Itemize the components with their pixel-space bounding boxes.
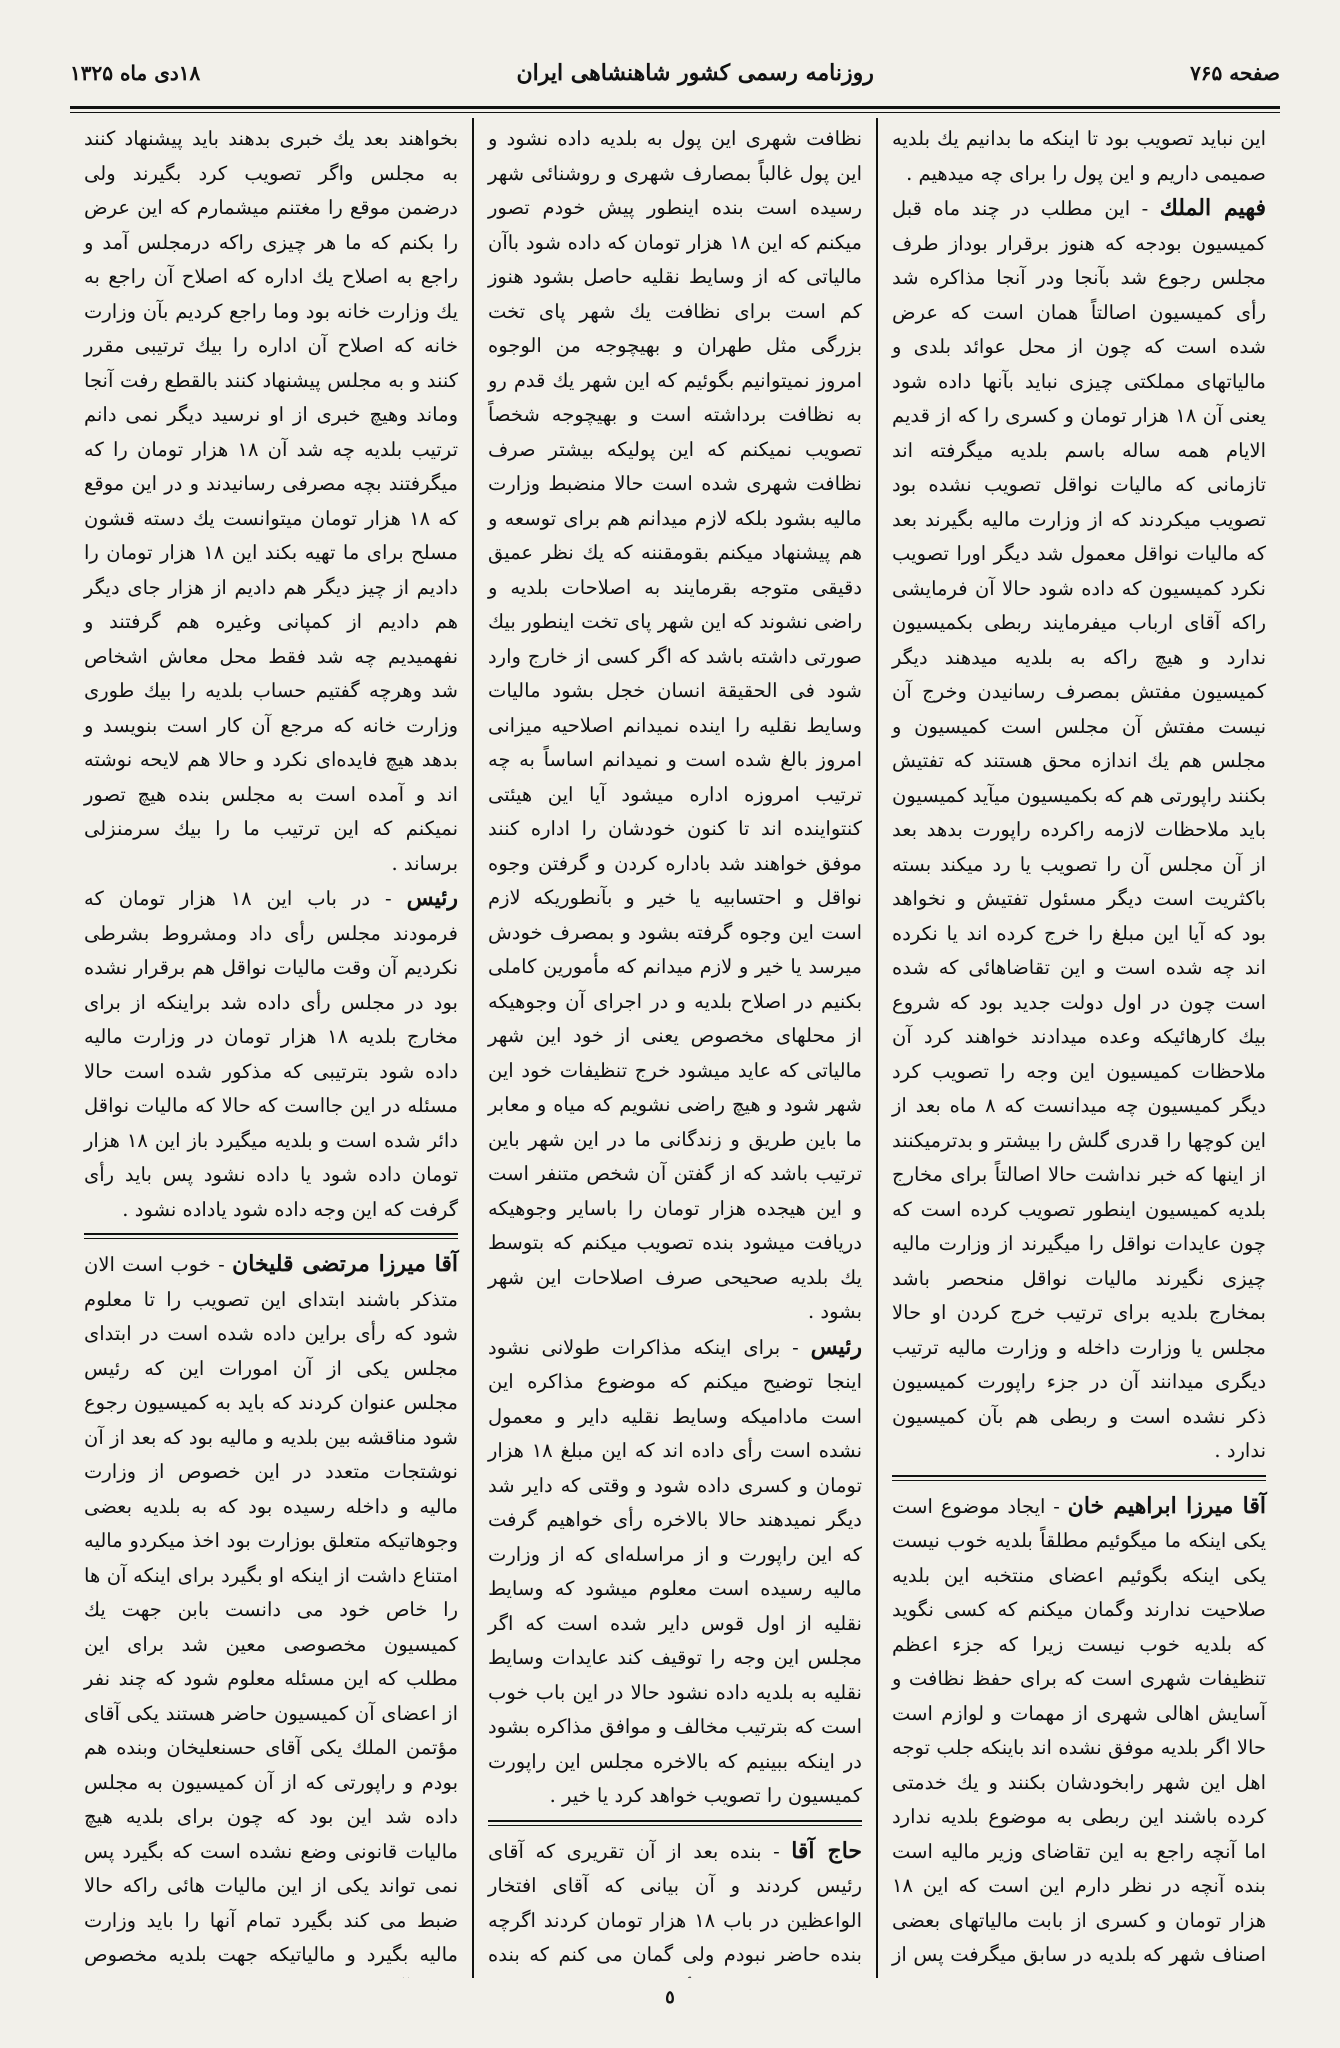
speaker-name: رئیس xyxy=(406,885,458,911)
paragraph-text: این نباید تصویب بود تا اینکه ما بدانیم یك بلدیه صمیمی داریم و این پول را برای چه میدهیم . xyxy=(892,127,1266,185)
paragraph xyxy=(84,122,458,881)
paragraph-text: - برای اینکه مذاکرات طولانی نشود اینجا توضیح میکنم که موضوع مذاکره این است مادامیکه وسایط نقلیه دایر و معمول نشده است رأی داده اند که این مبلغ ۱۸ هزار تومان و کسری داده شود و وقتی که دایر شد دیگر نمیدهند حالا بالاخره رأی خواهیم گرفت که این راپورت و از مراسله‌ای که از وزارت مالیه رسیده است معلوم میشود که وسایط نقلیه از اول قوس دایر شده است که اگر مجلس این وجه را توقیف کند عایدات وسایط نقلیه به بلدیه داده نشود حالا در این باب خوب است که بترتیب مخالف و موافق مذاکره بشود در اینکه ببینیم که بالاخره مجلس این راپورت کمیسیون را تصویب خواهد کرد یا خیر . xyxy=(488,1335,862,1807)
speaker-paragraph xyxy=(892,1489,1266,1979)
publication-title: روزنامه رسمی کشور شاهنشاهی ایران xyxy=(516,60,874,86)
paragraph xyxy=(488,122,862,1330)
section-separator xyxy=(84,1233,458,1239)
paragraph-text: - خوب است الان متذکر باشند ابتدای این تصویب را تا معلوم شود که رأی براین داده شده است در ابتدای مجلس یکی از آن امورات این که رئیس مجلس عنوان کردند که باید به کمیسیون رجوع شود مناقشه بین بلدیه و مالیه بود که بعد از آن نوشتجات متعدد در این خصوص از وزارت مالیه و داخله رسیده بود که به بلدیه بعضی وجوهاتیکه متعلق بوزارت بود اخذ میکردو مالیه امتناع داشت از اینکه او بگیرد برای اینکه آن ها را خاص خود می دانست بابن جهت یك کمیسیون مخصوصی معین شد برای این مطلب که این مسئله معلوم شود که چند نفر از اعضای آن کمیسیون حاضر هستند یکی آقای مؤتمن الملك یکی آقای حسنعلیخان وبنده هم بودم و راپورتی که از آن کمیسیون به مجلس داده شد این بود که چون برای بلدیه هیچ مالیات قانونی وضع نشده است که بگیرد پس نمی تواند یکی از این مالیات هائی راکه حالا ضبط می کند بگیرد تمام آنها را باید وزارت مالیه بگیرد و مالیاتیکه جهت بلدیه مخصوص xyxy=(84,1253,458,1966)
header-rule xyxy=(70,112,1280,113)
paragraph-text: - این مطلب در چند ماه قبل کمیسیون بودجه که هنوز برقرار بوداز طرف مجلس رجوع شد بآنجا ودر آنجا مذاکره شد رأی کمیسیون اصالتاً همان است که عرض شده است که چون از محل عوائد بلدی و مالیاتهای مملکتی چیزی نباید بآنها داده شود یعنی آن ۱۸ هزار تومان و کسری را که از قدیم الایام همه ساله باسم بلدیه میگرفته اند تازمانی که مالیات نواقل تصویب نشده بود تصویب میکردند که از وزارت مالیه بگیرند بعد که مالیات نواقل معمول شد دیگر اورا تصویب نکرد کمیسیون که داده شود حالا آن فرمایشی راکه آقای ارباب میفرمایند ربطی بکمیسیون ندارد و هیچ راکه به بلدیه میدهند دیگر کمیسیون مفتش بمصرف رسانیدن وخرج آن نیست مفتش آن مجلس است کمیسیون و مجلس هم یك اندازه محق هستند که تفتیش بکنند راپورتی هم که بکمیسیون میآید کمیسیون باید ملاحظات لازمه راکرده راپورت بدهد بعد از آن مجلس آن را تصویب یا رد میکند بسته باکثریت است دیگر مسئول تفتیش و نخواهد بود که آیا این مبلغ را خرج کرده اند یا نکرده اند چه شده است و این تقاضاهائی که شده است چون در اول دولت جدید بود که شروع بیك کارهائیکه وعده میدادند خواهند کرد آن ملاحظات کمیسیون این وجه را تصویب کرد دیگر کمیسیون چه میدانست که ۸ ماه بعد از این کوچها را قدری گلش را بیشتر و بدترمیکنند از اینها که خبر نداشت حالا اصالتاً برای مخارج بلدیه کمیسیون اینطور تصویب کرده است که چون عایدات نواقل را میگیرند از وزارت مالیه چیزی نگیرند مالیات نواقل منحصر باشد بمخارج بلدیه برای ترتیب خرج کردن او حالا مجلس یا وزارت داخله و وزارت مالیه ترتیب دیگری میدانند آن در جزء راپورت کمیسیون ذکر نشده است و ربطی هم بآن کمیسیون ندارد . xyxy=(892,197,1266,1462)
page-footer-marker: ٥ xyxy=(665,1987,675,2008)
speaker-name: رئیس xyxy=(810,1333,862,1360)
speaker-name: آقا میرزا مرتضی قلیخان xyxy=(232,1251,458,1277)
paragraph-text: - در باب این ۱۸ هزار تومان که فرمودند مجلس رأی داد ومشروط بشرطی نکردیم آن وقت مالیات نواقل هم برقرار نشده بود در مجلس رأی داده شد براینکه از برای مخارج بلدیه ۱۸ هزار تومان در وزارت مالیه داده شود بترتیبی که مذکور شده است حالا مسئله در این جااست که حالا که مالیات نواقل دائر شده است و بلدیه میگیرد باز این ۱۸ هزار تومان داده شود یا داده نشود پس باید رأی گرفت که این وجه داده شود یاداده نشود . xyxy=(84,887,459,1221)
speaker-paragraph xyxy=(488,1834,862,1979)
section-separator xyxy=(892,1475,1266,1481)
speaker-name: فهیم الملك xyxy=(1159,195,1266,221)
speaker-name: آقا میرزا ابراهیم خان xyxy=(1067,1492,1267,1519)
column-middle xyxy=(474,118,878,1978)
column-left xyxy=(70,118,474,1978)
speaker-paragraph xyxy=(892,191,1266,1469)
speaker-paragraph xyxy=(488,1330,862,1814)
page-header xyxy=(70,40,1280,109)
paragraph-text: - ایجاد موضوع است یکی اینکه ما میگوئیم مطلقاً بلدیه خوب نیست یکی اینکه بگوئیم اعضای منتخبه این بلدیه صلاحیت ندارند وگمان میکنم که کسی نگوید که بلدیه خوب نیست زیرا که جزء اعظم تنظیفات شهری است که برای حفظ نظافت و آسایش اهالی شهری از مهمات و لوازم است حالا اگر بلدیه موفق نشده اند باینکه جلب توجه اهل این شهر رابخودشان بکنند و یك خدمتی کرده باشند این ربطی به موضوع بلدیه ندارد اما آنچه راجع به این تقاضای وزیر مالیه است بنده آنچه در نظر دارم این است که این ۱۸ هزار تومان و کسری از بابت مالیاتهای بعضی اصناف شهر که بلدیه در سابق میگرفت پس از xyxy=(892,1494,1266,1966)
text-columns xyxy=(70,118,1280,1978)
paragraph-text: - بنده بعد از آن تقریری که آقای رئیس کردند و آن بیانی که آقای افتخار الواعظین در باب ۱۸ هزار تومان کردند اگرچه بنده حاضر نبودم ولی گمان می کنم که بنده xyxy=(488,1839,862,1966)
issue-date: ۱۸دی ماه ۱۳۲۵ xyxy=(70,61,201,85)
speaker-name: حاج آقا xyxy=(791,1837,863,1864)
page-number: صفحه ۷۶۵ xyxy=(1190,61,1280,85)
section-separator xyxy=(488,1820,862,1826)
paragraph xyxy=(892,122,1266,191)
paragraph-text: بخواهند بعد یك خبری بدهند باید پیشنهاد کنند به مجلس واگر تصویب کرد بگیرند ولی درضمن موقع را مغتنم میشمارم که این عرض را بکنم که ما هر چیزی راکه درمجلس آمد و راجع به اصلاح یك اداره که اصلاح آن راجع به یك وزارت خانه بود وما راجع کردیم بآن وزارت خانه که اصلاح آن اداره را بیك ترتیبی مقرر کنند و به مجلس پیشنهاد کنند بالقطع رفت آنجا وماند وهیچ خبری از او نرسید دیگر نمی دانم ترتیب بلدیه چه شد آن ۱۸ هزار تومان را که میگرفتند بچه مصرفی رسانیدند و در این موقع که ۱۸ هزار تومان میتوانست یك دسته قشون مسلح برای ما تهیه بکند این ۱۸ هزار تومان را دادیم از چیز دیگر هم دادیم از هزار جای دیگر هم دادیم از کمپانی وغیره هم گرفتند و نفهمیدیم چه شد فقط محل معاش اشخاص شد وهرچه گفتیم حساب بلدیه را بیك طوری وزارت خانه که مرجع آن کار است بنویسد و بدهد هیچ فایده‌ای نکرد و حالا هم لایحه نوشته اند و آمده است به مجلس بنده هیچ تصور نمیکنم که این ترتیب ما را بیك سرمنزلی برساند . xyxy=(84,127,458,875)
speaker-paragraph xyxy=(84,1247,458,1978)
column-right xyxy=(878,118,1280,1978)
speaker-paragraph xyxy=(84,881,458,1227)
paragraph-text: نظافت شهری این پول به بلدیه داده نشود و این پول غالباً بمصارف شهری و روشنائی شهر رسیده است بنده اینطور پیش خودم تصور میکنم که این ۱۸ هزار تومان که داده شود باآن مالیاتی که از وسایط نقلیه حاصل بشود هنوز کم است برای نظافت یك شهر پای تخت بزرگی مثل طهران و بهیچوجه من الوجوه امروز نمیتوانیم بگوئیم که این شهر یك قدم رو به نظافت برداشته است و بهیچوجه شخصاً تصویب نمیکنم که این پولیکه بیشتر صرف نظافت شهری شده است حالا منضبط وزارت مالیه بشود بلکه لازم میدانم هم برای توسعه و هم پیشنهاد میکنم بقومقننه که یك نظر عمیق دقیقی متوجه بقرمایند به اصلاحات بلدیه و راضی نشوند که این شهر پای تخت اینطور بیك صورتی داشته باشد که اگر کسی از خارج وارد شود فی الحقیقة انسان خجل بشود مالیات وسایط نقلیه را اینده نمیدانم اصلاحیه میزانی امروز بالغ شده است و نمیدانم اساساً به چه ترتیب امروزه اداره میشود آیا این هیئتی کنتواینده اند تا کنون خودشان را اداره کنند موفق خواهند شد باداره کردن و گرفتن وجوه نواقل و احتسابیه یا خیر و بآنطوریکه لازم است این وجوه گرفته بشود و بمصرف خودش میرسد یا خیر و لازم میدانم که مأمورین کاملی بکنیم در اصلاح بلدیه و در اجرای آن وجوهیکه از محلهای مخصوص یعنی از خود این شهر مالیاتی که عاید میشود خرج تنظیفات خود این شهر شود و هیچ راضی نشویم که میاه و معابر ما باین طریق و زندگانی ما در این شهر باین ترتیب باشد که از گفتن آن شخص متنفر است و این هیجده هزار تومان را باسایر وجوهیکه دریافت میشود بنده تصویب میکنم که بتوسط یك بلدیه صحیحی صرف اصلاحات این شهر بشود . xyxy=(488,127,863,1323)
